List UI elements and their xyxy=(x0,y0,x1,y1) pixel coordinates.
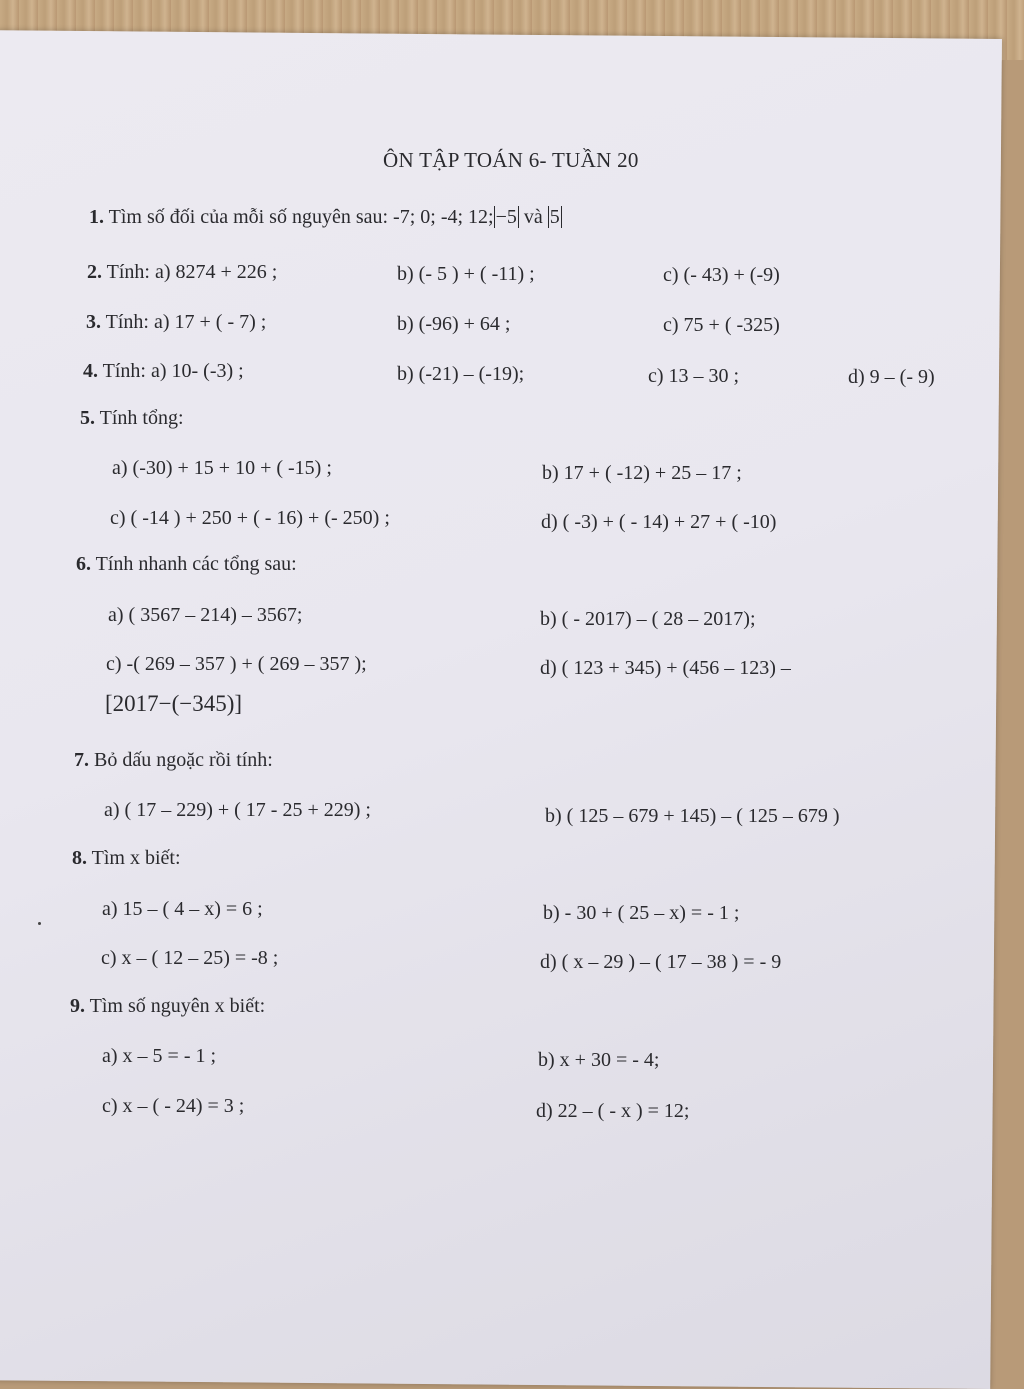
question-7-a: a) ( 17 – 229) + ( 17 - 25 + 229) ; xyxy=(104,799,371,821)
question-6-d: d) ( 123 + 345) + (456 – 123) – xyxy=(540,657,791,679)
question-6-b: b) ( - 2017) – ( 28 – 2017); xyxy=(540,608,756,630)
question-5-d: d) ( -3) + ( - 14) + 27 + ( -10) xyxy=(541,511,777,533)
question-number: 8. xyxy=(72,847,87,869)
question-text: Tính tổng: xyxy=(99,407,184,429)
question-9-a: a) x – 5 = - 1 ; xyxy=(102,1045,217,1067)
question-6-d-continued: [2017−(−345)] xyxy=(105,691,243,716)
question-text: Bỏ dấu ngoặc rồi tính: xyxy=(94,749,273,771)
question-number: 4. xyxy=(83,360,98,382)
question-number: 9. xyxy=(70,995,85,1017)
question-number: 1. xyxy=(89,206,104,228)
question-3-c: c) 75 + ( -325) xyxy=(663,314,780,336)
question-number: 6. xyxy=(76,553,91,575)
question-number: 2. xyxy=(87,261,102,283)
question-4-c: c) 13 – 30 ; xyxy=(648,365,740,387)
question-5-c: c) ( -14 ) + 250 + ( - 16) + (- 250) ; xyxy=(110,507,390,529)
question-5-b: b) 17 + ( -12) + 25 – 17 ; xyxy=(542,462,742,484)
question-4-a xyxy=(83,359,244,383)
paper-speck xyxy=(38,922,41,925)
question-6-a: a) ( 3567 – 214) – 3567; xyxy=(108,604,303,626)
question-6-c: c) -( 269 – 357 ) + ( 269 – 357 ); xyxy=(106,653,367,675)
question-1 xyxy=(89,205,562,229)
question-part-a: Tính: a) 10- (-3) ; xyxy=(102,360,244,382)
question-5-a: a) (-30) + 15 + 10 + ( -15) ; xyxy=(112,457,332,479)
question-7-b: b) ( 125 – 679 + 145) – ( 125 – 679 ) xyxy=(545,805,840,827)
question-4-b: b) (-21) – (-19); xyxy=(397,363,525,385)
question-number: 7. xyxy=(74,749,89,771)
question-6-heading xyxy=(76,552,297,576)
absolute-value: −5 xyxy=(495,206,517,228)
absolute-value: 5 xyxy=(549,206,560,228)
question-part-a: Tính: a) 17 + ( - 7) ; xyxy=(105,311,267,333)
question-9-c: c) x – ( - 24) = 3 ; xyxy=(102,1095,245,1117)
question-2-c: c) (- 43) + (-9) xyxy=(663,264,780,286)
question-8-d: d) ( x – 29 ) – ( 17 – 38 ) = - 9 xyxy=(540,951,782,973)
conjunction: và xyxy=(518,206,548,228)
question-8-c: c) x – ( 12 – 25) = -8 ; xyxy=(101,947,279,969)
question-9-heading xyxy=(70,994,265,1018)
question-8-a: a) 15 – ( 4 – x) = 6 ; xyxy=(102,898,263,920)
question-text: Tính nhanh các tổng sau: xyxy=(95,553,297,575)
question-9-d: d) 22 – ( - x ) = 12; xyxy=(536,1100,690,1122)
question-number: 3. xyxy=(86,311,101,333)
question-7-heading xyxy=(74,748,273,772)
question-4-d: d) 9 – (- 9) xyxy=(848,366,935,388)
question-text: Tìm x biết: xyxy=(91,847,181,869)
question-2-a xyxy=(87,260,277,284)
question-3-a xyxy=(86,310,266,334)
question-5-heading xyxy=(80,406,184,430)
question-9-b: b) x + 30 = - 4; xyxy=(538,1049,660,1071)
question-8-heading xyxy=(72,846,181,870)
question-text: Tìm số đối của mỗi số nguyên sau: -7; 0; -4; 12; xyxy=(108,206,494,228)
question-2-b: b) (- 5 ) + ( -11) ; xyxy=(397,263,535,285)
page-title: ÔN TẬP TOÁN 6- TUẦN 20 xyxy=(383,148,639,172)
question-text: Tìm số nguyên x biết: xyxy=(89,995,266,1017)
question-part-a: Tính: a) 8274 + 226 ; xyxy=(106,261,278,283)
question-3-b: b) (-96) + 64 ; xyxy=(397,313,511,335)
question-8-b: b) - 30 + ( 25 – x) = - 1 ; xyxy=(543,902,740,924)
question-number: 5. xyxy=(80,407,95,429)
